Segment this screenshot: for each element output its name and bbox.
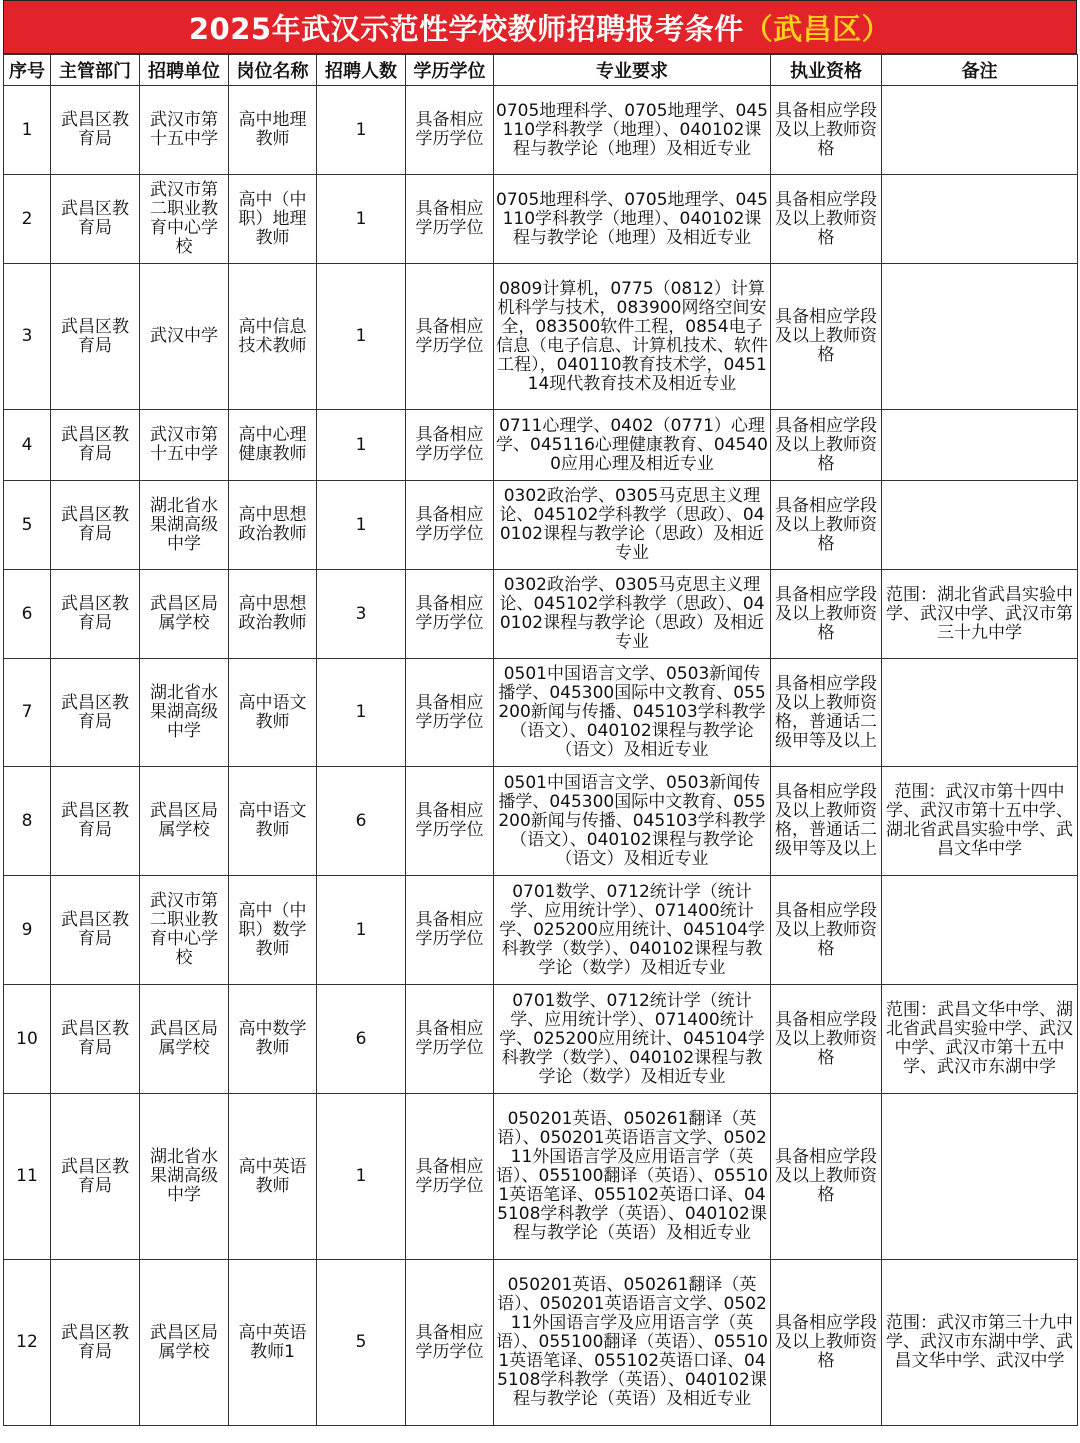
cell-unit: 武汉中学 (140, 264, 229, 410)
cell-edu: 具备相应学历学位 (406, 481, 494, 570)
cell-no: 6 (4, 570, 51, 659)
cell-post: 高中语文教师 (229, 659, 317, 767)
cell-unit: 武汉市第十五中学 (140, 86, 229, 175)
cell-qual: 具备相应学段及以上教师资格 (771, 570, 882, 659)
cell-unit: 武汉市第十五中学 (140, 410, 229, 481)
cell-dept: 武昌区教育局 (51, 985, 140, 1094)
table-row (4, 410, 1078, 481)
cell-major: 0809计算机，0775（0812）计算机科学与技术，083900网络空间安全，083500软件工程，0854电子信息（电子信息、计算机技术、软件工程），040110教育技术学，045114现代教育技术及相近专业 (494, 264, 771, 410)
cell-note: 范围：武昌文华中学、湖北省武昌实验中学、武汉中学、武汉市第十五中学、武汉市东湖中学 (882, 985, 1078, 1094)
cell-unit: 武汉市第二职业教育中心学校 (140, 175, 229, 264)
cell-major: 0701数学、0712统计学（统计学、应用统计学）、071400统计学、025200应用统计、045104学科教学（数学）、040102课程与教学论（数学）及相近专业 (494, 985, 771, 1094)
cell-note (882, 86, 1078, 175)
cell-note (882, 410, 1078, 481)
table-row (4, 985, 1078, 1094)
cell-edu: 具备相应学历学位 (406, 659, 494, 767)
cell-qual: 具备相应学段及以上教师资格 (771, 410, 882, 481)
cell-dept: 武昌区教育局 (51, 767, 140, 876)
cell-major: 0302政治学、0305马克思主义理论、045102学科教学（思政）、040102课程与教学论（思政）及相近专业 (494, 570, 771, 659)
cell-major: 0705地理科学、0705地理学、045110学科教学（地理）、040102课程与教学论（地理）及相近专业 (494, 86, 771, 175)
title-main: 2025年武汉示范性学校教师招聘报考条件 (188, 11, 744, 46)
cell-post: 高中地理教师 (229, 86, 317, 175)
table-row (4, 264, 1078, 410)
cell-note: 范围：武汉市第十四中学、武汉市第十五中学、湖北省武昌实验中学、武昌文华中学 (882, 767, 1078, 876)
table-row (4, 481, 1078, 570)
page-title (3, 0, 1077, 54)
cell-no: 9 (4, 876, 51, 985)
cell-unit: 武汉市第二职业教育中心学校 (140, 876, 229, 985)
col-header-count: 招聘人数 (317, 55, 406, 86)
cell-dept: 武昌区教育局 (51, 1094, 140, 1260)
cell-count: 1 (317, 659, 406, 767)
col-header-qual: 执业资格 (771, 55, 882, 86)
cell-major: 0705地理科学、0705地理学、045110学科教学（地理）、040102课程与教学论（地理）及相近专业 (494, 175, 771, 264)
cell-post: 高中数学教师 (229, 985, 317, 1094)
cell-major: 0711心理学、0402（0771）心理学、045116心理健康教育、045400应用心理及相近专业 (494, 410, 771, 481)
cell-count: 1 (317, 86, 406, 175)
cell-major: 0501中国语言文学、0503新闻传播学、045300国际中文教育、055200新闻与传播、045103学科教学（语文）、040102课程与教学论（语文）及相近专业 (494, 659, 771, 767)
col-header-major: 专业要求 (494, 55, 771, 86)
col-header-note: 备注 (882, 55, 1078, 86)
cell-count: 1 (317, 410, 406, 481)
cell-dept: 武昌区教育局 (51, 86, 140, 175)
table-row (4, 86, 1078, 175)
title-district: （武昌区） (743, 11, 892, 46)
cell-post: 高中英语教师1 (229, 1260, 317, 1426)
col-header-unit: 招聘单位 (140, 55, 229, 86)
cell-note: 范围：武汉市第三十九中学、武汉市东湖中学、武昌文华中学、武汉中学 (882, 1260, 1078, 1426)
cell-dept: 武昌区教育局 (51, 659, 140, 767)
col-header-post: 岗位名称 (229, 55, 317, 86)
cell-major: 0501中国语言文学、0503新闻传播学、045300国际中文教育、055200新闻与传播、045103学科教学（语文）、040102课程与教学论（语文）及相近专业 (494, 767, 771, 876)
cell-edu: 具备相应学历学位 (406, 264, 494, 410)
cell-no: 2 (4, 175, 51, 264)
cell-dept: 武昌区教育局 (51, 481, 140, 570)
cell-no: 4 (4, 410, 51, 481)
cell-no: 7 (4, 659, 51, 767)
cell-qual: 具备相应学段及以上教师资格 (771, 1260, 882, 1426)
cell-count: 1 (317, 876, 406, 985)
cell-edu: 具备相应学历学位 (406, 1260, 494, 1426)
cell-dept: 武昌区教育局 (51, 175, 140, 264)
cell-dept: 武昌区教育局 (51, 1260, 140, 1426)
col-header-no: 序号 (4, 55, 51, 86)
cell-qual: 具备相应学段及以上教师资格，普通话二级甲等及以上 (771, 659, 882, 767)
cell-post: 高中语文教师 (229, 767, 317, 876)
cell-edu: 具备相应学历学位 (406, 876, 494, 985)
cell-note (882, 876, 1078, 985)
cell-post: 高中（中职）数学教师 (229, 876, 317, 985)
cell-edu: 具备相应学历学位 (406, 570, 494, 659)
cell-count: 1 (317, 264, 406, 410)
cell-unit: 武昌区局属学校 (140, 767, 229, 876)
cell-no: 8 (4, 767, 51, 876)
table-row (4, 876, 1078, 985)
cell-dept: 武昌区教育局 (51, 264, 140, 410)
table-row (4, 175, 1078, 264)
cell-post: 高中信息技术教师 (229, 264, 317, 410)
table-row (4, 1260, 1078, 1426)
cell-note (882, 1094, 1078, 1260)
cell-note (882, 264, 1078, 410)
cell-note (882, 659, 1078, 767)
cell-major: 0302政治学、0305马克思主义理论、045102学科教学（思政）、040102课程与教学论（思政）及相近专业 (494, 481, 771, 570)
cell-post: 高中心理健康教师 (229, 410, 317, 481)
cell-edu: 具备相应学历学位 (406, 86, 494, 175)
cell-count: 6 (317, 985, 406, 1094)
cell-unit: 湖北省水果湖高级中学 (140, 659, 229, 767)
cell-qual: 具备相应学段及以上教师资格 (771, 175, 882, 264)
cell-edu: 具备相应学历学位 (406, 767, 494, 876)
table-row (4, 570, 1078, 659)
cell-count: 1 (317, 481, 406, 570)
table-row (4, 659, 1078, 767)
cell-count: 3 (317, 570, 406, 659)
cell-edu: 具备相应学历学位 (406, 1094, 494, 1260)
cell-major: 050201英语、050261翻译（英语）、050201英语语言文学、050211外国语言学及应用语言学（英语）、055100翻译（英语）、055101英语笔译、055102英语口译、045108学科教学（英语）、040102课程与教学论（英语）及相近专业 (494, 1260, 771, 1426)
cell-no: 10 (4, 985, 51, 1094)
cell-unit: 湖北省水果湖高级中学 (140, 481, 229, 570)
document (3, 0, 1077, 1426)
cell-qual: 具备相应学段及以上教师资格，普通话二级甲等及以上 (771, 767, 882, 876)
cell-major: 050201英语、050261翻译（英语）、050201英语语言文学、050211外国语言学及应用语言学（英语）、055100翻译（英语）、055101英语笔译、055102英语口译、045108学科教学（英语）、040102课程与教学论（英语）及相近专业 (494, 1094, 771, 1260)
cell-post: 高中英语教师 (229, 1094, 317, 1260)
cell-unit: 武昌区局属学校 (140, 570, 229, 659)
cell-no: 1 (4, 86, 51, 175)
col-header-edu: 学历学位 (406, 55, 494, 86)
cell-note (882, 175, 1078, 264)
cell-dept: 武昌区教育局 (51, 876, 140, 985)
cell-unit: 武昌区局属学校 (140, 985, 229, 1094)
recruitment-table (3, 54, 1078, 1426)
cell-edu: 具备相应学历学位 (406, 985, 494, 1094)
cell-qual: 具备相应学段及以上教师资格 (771, 264, 882, 410)
table-row (4, 1094, 1078, 1260)
cell-post: 高中（中职）地理教师 (229, 175, 317, 264)
cell-count: 5 (317, 1260, 406, 1426)
cell-post: 高中思想政治教师 (229, 570, 317, 659)
cell-edu: 具备相应学历学位 (406, 175, 494, 264)
cell-unit: 武昌区局属学校 (140, 1260, 229, 1426)
cell-note: 范围：湖北省武昌实验中学、武汉中学、武汉市第三十九中学 (882, 570, 1078, 659)
cell-qual: 具备相应学段及以上教师资格 (771, 876, 882, 985)
col-header-dept: 主管部门 (51, 55, 140, 86)
cell-dept: 武昌区教育局 (51, 570, 140, 659)
header-row (4, 55, 1078, 86)
cell-count: 1 (317, 1094, 406, 1260)
cell-note (882, 481, 1078, 570)
cell-major: 0701数学、0712统计学（统计学、应用统计学）、071400统计学、025200应用统计、045104学科教学（数学）、040102课程与教学论（数学）及相近专业 (494, 876, 771, 985)
cell-post: 高中思想政治教师 (229, 481, 317, 570)
cell-qual: 具备相应学段及以上教师资格 (771, 481, 882, 570)
cell-count: 1 (317, 175, 406, 264)
cell-no: 5 (4, 481, 51, 570)
cell-dept: 武昌区教育局 (51, 410, 140, 481)
cell-no: 3 (4, 264, 51, 410)
cell-qual: 具备相应学段及以上教师资格 (771, 1094, 882, 1260)
cell-edu: 具备相应学历学位 (406, 410, 494, 481)
cell-no: 11 (4, 1094, 51, 1260)
cell-no: 12 (4, 1260, 51, 1426)
table-row (4, 767, 1078, 876)
cell-qual: 具备相应学段及以上教师资格 (771, 985, 882, 1094)
cell-qual: 具备相应学段及以上教师资格 (771, 86, 882, 175)
cell-unit: 湖北省水果湖高级中学 (140, 1094, 229, 1260)
cell-count: 6 (317, 767, 406, 876)
